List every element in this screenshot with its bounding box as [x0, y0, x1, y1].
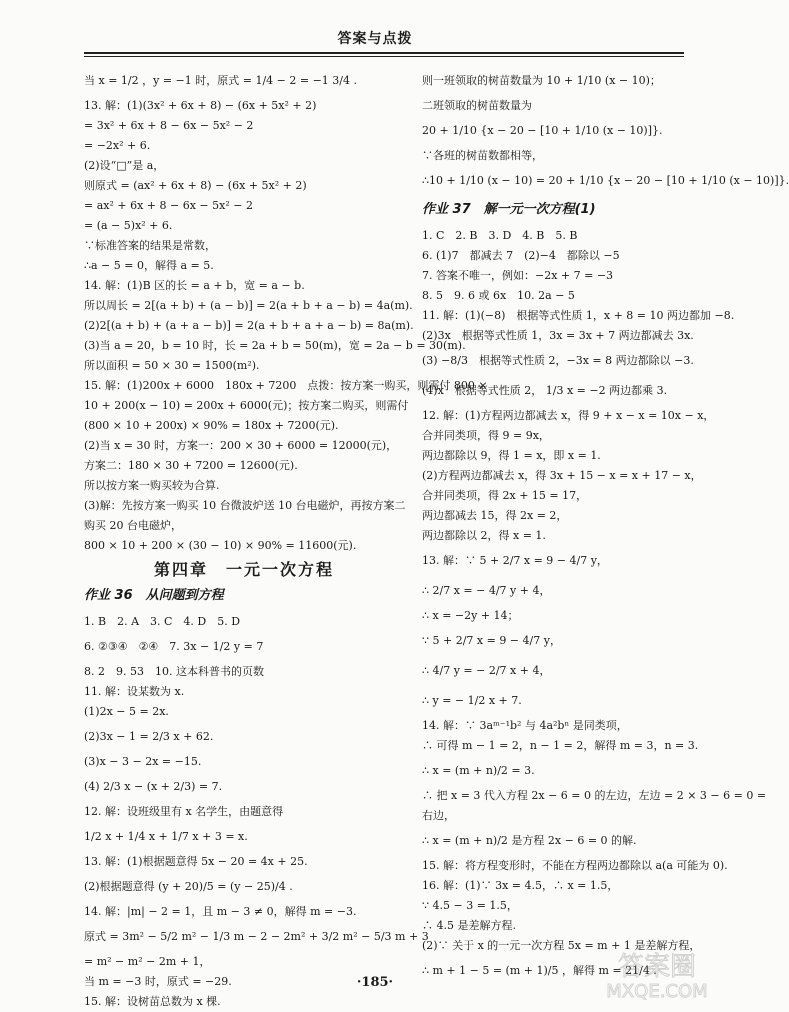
watermark-line2: MXQE.COM [606, 981, 708, 1002]
left-answers-bottom [84, 612, 429, 1012]
header-rule [84, 52, 684, 54]
answer-line: 1. C 2. B 3. D 4. B 5. B [422, 229, 578, 242]
answer-line: 13. 解：∵ 5 + 2/7 x = 9 − 4/7 y， [422, 554, 608, 567]
answer-line: 11. 解：(1)(−8) 根据等式性质 1，x + 8 = 10 两边都加 −8. [422, 309, 735, 322]
answer-line: 13. 解：(1)(3x² + 6x + 8) − (6x + 5x² + 2) [84, 99, 317, 112]
answer-line: ∵各班的树苗数都相等， [422, 149, 543, 162]
answer-line: ∴ 4/7 y = − 2/7 x + 4， [422, 664, 551, 677]
answer-line: 8. 5 9. 6 或 6x 10. 2a − 5 [422, 289, 575, 302]
answer-line: 10 + 200(x − 10) = 200x + 6000(元)；按方案二购买，则需付 [84, 399, 409, 412]
answer-line: 13. 解：(1)根据题意得 5x − 20 = 4x + 25. [84, 855, 308, 868]
answer-line: 购买 20 台电磁炉， [84, 519, 182, 532]
right-answers-top [422, 66, 789, 196]
answer-line: 12. 解：(1)方程两边都减去 x，得 9 + x − x = 10x − x， [422, 409, 715, 422]
answer-line: 当 x = 1/2 ，y = −1 时，原式 = 1/4 − 2 = −1 3/4 . [84, 74, 357, 87]
answer-line: 20 + 1/10 {x − 20 − [10 + 1/10 (x − 10)]}. [422, 124, 663, 137]
answer-line: ∴ x = (m + n)/2 = 3. [422, 764, 535, 777]
answer-line: 1. B 2. A 3. C 4. D 5. D [84, 615, 241, 628]
answer-line: = −2x² + 6. [84, 139, 151, 152]
answer-line: (4) 2/3 x − (x + 2/3) = 7. [84, 780, 223, 793]
answer-line: 右边， [422, 809, 455, 822]
page-number: ·185· [356, 975, 394, 990]
section-title-37: 作业 37 解一元一次方程(1) [422, 202, 596, 217]
answer-line: (800 × 10 + 200x) × 90% = 180x + 7200(元). [84, 419, 339, 432]
watermark-logo-icon [582, 947, 732, 1003]
answer-line: 则原式 = (ax² + 6x + 8) − (6x + 5x² + 2) [84, 179, 307, 192]
answer-line: 所以周长 = 2[(a + b) + (a − b)] = 2(a + b + a − b) = 4a(m). [84, 299, 413, 312]
header-rule-thin [84, 56, 684, 57]
answer-line: 当 m = −3 时，原式 = −29. [84, 975, 232, 988]
answer-line: ∴10 + 1/10 (x − 10) = 20 + 1/10 {x − 20 − [10 + 1/10 (x − 10)]}. [422, 174, 789, 187]
chapter-title: 第四章 一元一次方程 [153, 560, 334, 579]
answer-line: 所以按方案一购买较为合算. [84, 479, 220, 492]
answer-line: (3)解：先按方案一购买 10 台微波炉送 10 台电磁炉，再按方案二 [84, 499, 406, 512]
answer-line: 11. 解：设某数为 x. [84, 685, 185, 698]
answer-line: ∵标准答案的结果是常数， [84, 239, 216, 252]
answer-line: (2)∵ 关于 x 的一元一次方程 5x = m + 1 是差解方程， [422, 939, 701, 952]
answer-line: 两边都减去 15，得 2x = 2， [422, 509, 568, 522]
answer-line: 14. 解：∵ 3aᵐ⁻¹b² 与 4a²bⁿ 是同类项， [422, 719, 628, 732]
answer-line: 所以面积 = 50 × 30 = 1500(m²). [84, 359, 260, 372]
answer-line: 二班领取的树苗数量为 [422, 99, 532, 112]
answer-line: ∵ 5 + 2/7 x = 9 − 4/7 y， [422, 634, 561, 647]
answer-line: = (a − 5)x² + 6. [84, 219, 173, 232]
answer-line: ∴ 把 x = 3 代入方程 2x − 6 = 0 的左边，左边 = 2 × 3 − 6 = 0 = [422, 789, 767, 802]
right-answers-bottom [422, 226, 767, 986]
answer-line: 合并同类项，得 9 = 9x， [422, 429, 550, 442]
answer-line: 15. 解：(1)200x + 6000 180x + 7200 点拨：按方案一购买，则需付 800 × [84, 379, 488, 392]
answer-line: (2)2[(a + b) + (a + a − b)] = 2(a + b + a + a − b) = 8a(m). [84, 319, 414, 332]
answer-line: = 3x² + 6x + 8 − 6x − 5x² − 2 [84, 119, 254, 132]
answer-line: (2)3x 根据等式性质 1，3x = 3x + 7 两边都减去 3x. [422, 329, 694, 342]
answer-line: (1)2x − 5 = 2x. [84, 705, 169, 718]
answer-line: (3)当 a = 20，b = 10 时，长 = 2a + b = 50(m)，宽 = 2a − b = 30(m). [84, 339, 466, 352]
answer-line: 8. 2 9. 53 10. 这本科普书的页数 [84, 665, 264, 678]
answer-line: (2)设“□”是 a， [84, 159, 165, 172]
watermark-logo [582, 947, 732, 1003]
answer-line: ∴ x = (m + n)/2 是方程 2x − 6 = 0 的解. [422, 834, 637, 847]
answer-line: 两边都除以 9，得 1 = x，即 x = 1. [422, 449, 601, 462]
answer-line: 两边都除以 2，得 x = 1. [422, 529, 546, 542]
answer-line: ∴ 可得 m − 1 = 2，n − 1 = 2，解得 m = 3，n = 3. [422, 739, 699, 752]
answer-line: (3)x − 3 − 2x = −15. [84, 755, 202, 768]
answer-line: (3) −8/3 根据等式性质 2，−3x = 8 两边都除以 −3. [422, 354, 694, 367]
answer-line: ∵ 4.5 − 3 = 1.5， [422, 899, 518, 912]
answer-line: 原式 = 3m² − 5/2 m² − 1/3 m − 2 − 2m² + 3/2 m² − 5/3 m + 3 [84, 930, 429, 943]
answer-line: (4)x 根据等式性质 2， 1/3 x = −2 两边都乘 3. [422, 384, 668, 397]
answer-line: ∴ x = −2y + 14； [422, 609, 519, 622]
watermark-line1: 答案圈 [617, 952, 697, 982]
answer-line: 6. ②③④ ②④ 7. 3x − 1/2 y = 7 [84, 640, 264, 653]
answer-line: (2)方程两边都减去 x，得 3x + 15 − x = x + 17 − x， [422, 469, 702, 482]
answer-line: 800 × 10 + 200 × (30 − 10) × 90% = 11600(元). [84, 539, 357, 552]
answer-line: = ax² + 6x + 8 − 6x − 5x² − 2 [84, 199, 253, 212]
answer-line: 合并同类项，得 2x + 15 = 17， [422, 489, 588, 502]
answer-line: 14. 解：|m| − 2 = 1，且 m − 3 ≠ 0，解得 m = −3. [84, 905, 357, 918]
answer-line: 1/2 x + 1/4 x + 1/7 x + 3 = x. [84, 830, 248, 843]
answer-line: (2)3x − 1 = 2/3 x + 62. [84, 730, 214, 743]
answer-line: ∴ m + 1 − 5 = (m + 1)/5 ，解得 m = 21/4 . [422, 964, 657, 977]
answer-line: ∴a − 5 = 0，解得 a = 5. [84, 259, 214, 272]
answer-line: ∴ 4.5 是差解方程. [422, 919, 516, 932]
section-title-36: 作业 36 从问题到方程 [84, 588, 224, 603]
answer-line: (2)当 x = 30 时，方案一：200 × 30 + 6000 = 12000(元)， [84, 439, 398, 452]
answer-line: 16. 解：(1)∵ 3x = 4.5，∴ x = 1.5， [422, 879, 619, 892]
answer-line: = m² − m² − 2m + 1， [84, 955, 211, 968]
right-column [422, 66, 789, 986]
page-header: 答案与点拨 [337, 31, 413, 47]
answer-line: 15. 解：将方程变形时，不能在方程两边都除以 a(a 可能为 0). [422, 859, 728, 872]
answer-line: 7. 答案不唯一，例如：−2x + 7 = −3 [422, 269, 614, 282]
answer-line: 6. (1)7 都减去 7 (2)−4 都除以 −5 [422, 249, 620, 262]
answer-line: ∴ 2/7 x = − 4/7 y + 4， [422, 584, 551, 597]
answer-line: 15. 解：设树苗总数为 x 棵. [84, 995, 221, 1008]
answer-line: ∴ y = − 1/2 x + 7. [422, 694, 522, 707]
answer-line: 14. 解：(1)B 区的长 = a + b，宽 = a − b. [84, 279, 305, 292]
answer-line: 方案二：180 × 30 + 7200 = 12600(元). [84, 459, 298, 472]
answer-line: 则一班领取的树苗数量为 10 + 1/10 (x − 10)； [422, 74, 661, 87]
answer-line: (2)根据题意得 (y + 20)/5 = (y − 25)/4 . [84, 880, 293, 893]
answer-line: 12. 解：设班级里有 x 名学生，由题意得 [84, 805, 284, 818]
